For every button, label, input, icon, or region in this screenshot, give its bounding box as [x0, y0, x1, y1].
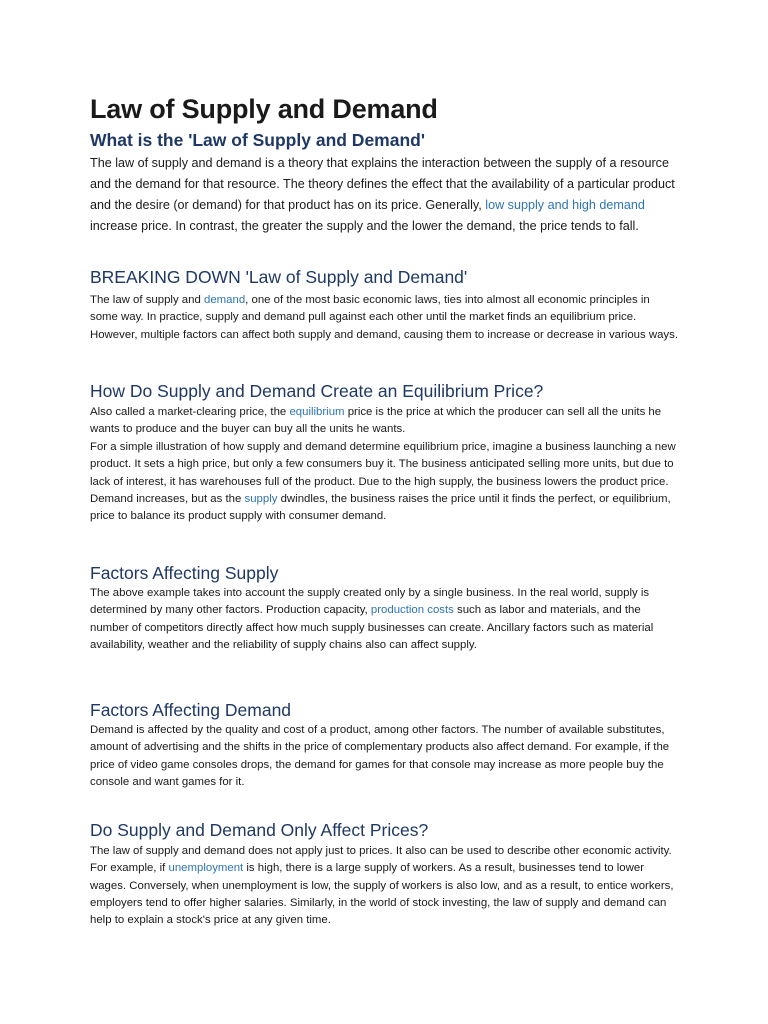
link-production-costs[interactable]: production costs — [370, 604, 454, 617]
section-heading-factors-demand: Factors Affecting Demand — [90, 700, 292, 720]
text: For a simple illustration of how supply and demand determine equilibrium price, imagine a business launching a new product. It sets a high price, but only a few consumers buy it. The business anticipated selling more units, but due to lack of interest, it has warehouses full of the product. Due to the high supply, the business lowers the product price. Demand increases, but as the — [90, 441, 676, 505]
section-heading-breaking-down: BREAKING DOWN 'Law of Supply and Demand' — [90, 267, 468, 287]
text: The law of supply and — [90, 294, 204, 306]
link-low-supply-high-demand[interactable]: low supply and high demand — [485, 198, 645, 212]
link-equilibrium[interactable]: equilibrium — [289, 406, 345, 418]
text: Also called a market-clearing price, the — [90, 406, 290, 418]
text: , one of the most basic economic laws, ties into almost all economic principles in some way. In practice, supply and demand pull against each other until the market finds an equilibrium price. However, multiple factors can affect both supply and demand, causing them to increase or decrease in various ways. — [90, 294, 678, 341]
text: increase price. In contrast, the greater the supply and the lower the demand, the price tends to fall. — [90, 219, 639, 233]
only-prices-paragraph — [90, 843, 680, 929]
text: The law of supply and demand does not apply just to prices. It also can be used to describe other economic activity. For example, if — [90, 845, 672, 875]
text: is high, there is a large supply of workers. As a result, businesses tend to lower wages. Conversely, when unemployment is low, the supply of workers is also low, and as a result, to entice workers, employers tend to offer higher salaries. Similarly, in the world of stock investing, the law of supply and demand can help to explain a stock's price at any given time. — [90, 862, 674, 927]
text: dwindles, the business raises the price until it finds the perfect, or equilibrium, price to balance its product supply with consumer demand. — [90, 492, 671, 523]
factors-supply-paragraph — [90, 585, 680, 654]
section-heading-factors-supply: Factors Affecting Supply — [90, 563, 279, 583]
link-demand[interactable]: demand — [203, 294, 246, 306]
breaking-down-paragraph — [90, 292, 680, 344]
subtitle-heading: What is the 'Law of Supply and Demand' — [90, 130, 426, 150]
intro-paragraph — [90, 153, 680, 237]
text: price is the price at which the producer can sell all the units he wants to produce and the buyer can buy all the units he wants. — [90, 406, 662, 436]
link-supply[interactable]: supply — [244, 492, 278, 505]
text: Demand is affected by the quality and cost of a product, among other factors. The number of available substitutes, amount of advertising and the shifts in the price of complementary products also affect demand. For example, if the price of video game consoles drops, the demand for games for that console may increase as more people buy the console and want games for it. — [90, 724, 670, 788]
equilibrium-paragraph-1 — [90, 404, 680, 439]
factors-demand-paragraph — [90, 722, 680, 791]
text: The above example takes into account the supply created only by a single business. In the real world, supply is determined by many other factors. Production capacity, — [90, 587, 650, 617]
equilibrium-paragraph-2 — [90, 439, 680, 525]
link-unemployment[interactable]: unemployment — [168, 862, 244, 875]
section-heading-equilibrium: How Do Supply and Demand Create an Equilibrium Price? — [90, 381, 544, 401]
section-heading-only-prices: Do Supply and Demand Only Affect Prices? — [90, 820, 429, 840]
page-title: Law of Supply and Demand — [90, 94, 438, 124]
text: such as labor and materials, and the number of competitors directly affect how much supply businesses can create. Ancillary factors such as material availability, weather and the reliability of supply chains also can affect supply. — [90, 604, 654, 651]
text: The law of supply and demand is a theory that explains the interaction between the supply of a resource and the demand for that resource. The theory defines the effect that the availability of a particular product and the desire (or demand) for that product has on its price. Generally, — [90, 156, 675, 212]
